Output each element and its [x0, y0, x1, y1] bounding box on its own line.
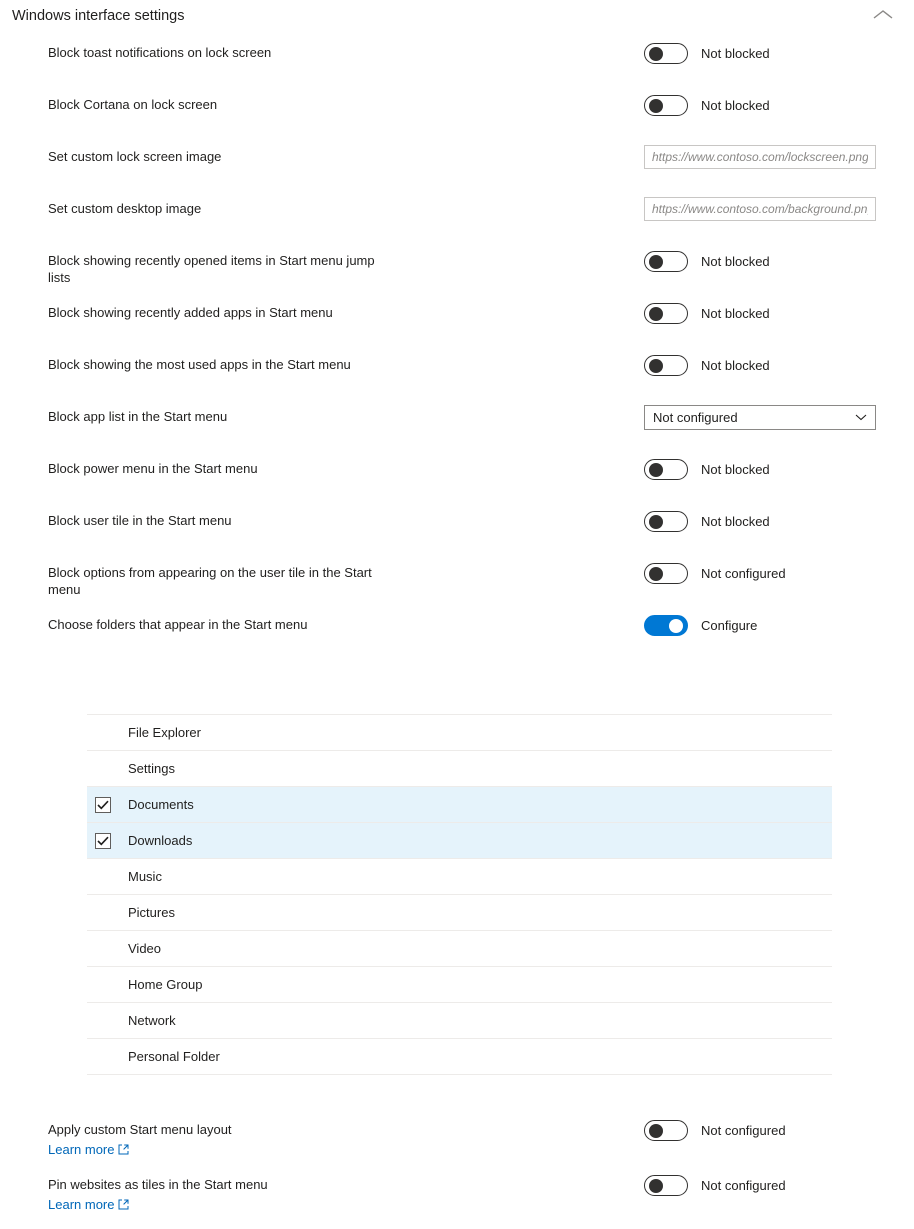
- setting-control: [644, 562, 786, 584]
- setting-row-block-user-tile: [0, 510, 914, 562]
- toggle-state-label: Not blocked: [701, 357, 770, 373]
- checkbox-downloads[interactable]: [95, 833, 111, 849]
- setting-control: [644, 406, 876, 428]
- setting-label: Choose folders that appear in the Start menu: [48, 617, 308, 632]
- setting-label-group: [48, 1119, 378, 1158]
- folder-name: Settings: [128, 761, 175, 776]
- toggle-block-most-used-apps[interactable]: [644, 355, 688, 376]
- toggle-pin-websites-as-tiles[interactable]: [644, 1175, 688, 1196]
- toggle-state-label: Not blocked: [701, 97, 770, 113]
- checkbox-file-explorer[interactable]: [95, 725, 111, 741]
- toggle-state-label: Not blocked: [701, 513, 770, 529]
- toggle-state-label: Not blocked: [701, 45, 770, 61]
- toggle-state-label: Not configured: [701, 1122, 786, 1138]
- list-item[interactable]: [87, 931, 832, 967]
- checkbox-pictures[interactable]: [95, 905, 111, 921]
- external-link-icon: [118, 1199, 129, 1210]
- setting-control: [644, 42, 770, 64]
- learn-more-label: Learn more: [48, 1197, 115, 1212]
- external-link-icon: [118, 1144, 129, 1155]
- setting-row-custom-start-menu-layout: [0, 1119, 914, 1174]
- folder-name: Documents: [128, 797, 194, 812]
- setting-row-block-user-tile-options: [0, 562, 914, 614]
- bottom-settings-rows: [0, 1119, 914, 1229]
- checkbox-network[interactable]: [95, 1013, 111, 1029]
- folder-name: File Explorer: [128, 725, 201, 740]
- toggle-state-label: Configure: [701, 617, 758, 633]
- folder-name: Personal Folder: [128, 1049, 220, 1064]
- toggle-state-label: Not blocked: [701, 461, 770, 477]
- desktop-image-input[interactable]: [644, 197, 876, 221]
- setting-label: Block showing the most used apps in the Start menu: [48, 357, 351, 372]
- checkbox-video[interactable]: [95, 941, 111, 957]
- setting-label: Block user tile in the Start menu: [48, 513, 232, 528]
- chevron-down-icon: [855, 413, 867, 421]
- setting-label: Block toast notifications on lock screen: [48, 45, 272, 60]
- lock-screen-image-input[interactable]: [644, 145, 876, 169]
- setting-row-custom-desktop-image: [0, 198, 914, 250]
- settings-rows: [0, 42, 914, 666]
- setting-control: [644, 354, 770, 376]
- setting-label-group: [48, 1174, 378, 1213]
- checkmark-icon: [97, 836, 109, 846]
- list-item[interactable]: [87, 751, 832, 787]
- setting-row-block-most-used-apps: [0, 354, 914, 406]
- setting-label: Block showing recently opened items in Start menu jump lists: [48, 253, 375, 285]
- toggle-block-cortana[interactable]: [644, 95, 688, 116]
- list-item[interactable]: [87, 1039, 832, 1075]
- setting-control: [644, 250, 770, 272]
- toggle-block-recently-opened-items[interactable]: [644, 251, 688, 272]
- dropdown-block-app-list[interactable]: [644, 405, 876, 430]
- setting-control: [644, 614, 757, 636]
- checkbox-home-group[interactable]: [95, 977, 111, 993]
- dropdown-selected-value: Not configured: [653, 409, 738, 425]
- setting-label: Block power menu in the Start menu: [48, 461, 258, 476]
- setting-control: [644, 94, 770, 116]
- list-item[interactable]: [87, 823, 832, 859]
- list-item[interactable]: [87, 1003, 832, 1039]
- setting-label: Block options from appearing on the user tile in the Start menu: [48, 565, 372, 597]
- setting-control: [644, 302, 770, 324]
- list-item[interactable]: [87, 787, 832, 823]
- setting-control: [644, 1174, 786, 1196]
- list-item[interactable]: [87, 859, 832, 895]
- setting-row-custom-lock-screen-image: [0, 146, 914, 198]
- folder-name: Home Group: [128, 977, 203, 992]
- toggle-choose-start-menu-folders[interactable]: [644, 615, 688, 636]
- toggle-custom-start-menu-layout[interactable]: [644, 1120, 688, 1141]
- learn-more-link-start-menu-layout[interactable]: [48, 1141, 378, 1158]
- folder-name: Video: [128, 941, 162, 956]
- chevron-up-icon[interactable]: [870, 4, 896, 26]
- checkbox-documents[interactable]: [95, 797, 111, 813]
- list-item[interactable]: [87, 895, 832, 931]
- list-item[interactable]: [87, 967, 832, 1003]
- toggle-state-label: Not blocked: [701, 305, 770, 321]
- toggle-block-user-tile[interactable]: [644, 511, 688, 532]
- start-menu-folder-list: [87, 714, 832, 1075]
- toggle-state-label: Not blocked: [701, 253, 770, 269]
- setting-row-block-recently-added-apps: [0, 302, 914, 354]
- section-header: [0, 0, 914, 32]
- learn-more-label: Learn more: [48, 1142, 115, 1157]
- checkbox-music[interactable]: [95, 869, 111, 885]
- setting-row-block-power-menu: [0, 458, 914, 510]
- checkbox-personal-folder[interactable]: [95, 1049, 111, 1065]
- toggle-state-label: Not configured: [701, 1177, 786, 1193]
- page-title: Windows interface settings: [12, 8, 185, 24]
- setting-control: [644, 1119, 786, 1141]
- learn-more-link-pin-websites[interactable]: [48, 1196, 378, 1213]
- toggle-state-label: Not configured: [701, 565, 786, 581]
- setting-control: [644, 146, 876, 168]
- setting-row-block-cortana: [0, 94, 914, 146]
- setting-label: Apply custom Start menu layout: [48, 1122, 232, 1137]
- list-item[interactable]: [87, 715, 832, 751]
- toggle-block-toast-notifications[interactable]: [644, 43, 688, 64]
- checkbox-settings[interactable]: [95, 761, 111, 777]
- folder-name: Music: [128, 869, 162, 884]
- setting-label: Block app list in the Start menu: [48, 409, 228, 424]
- setting-row-block-app-list: [0, 406, 914, 458]
- setting-row-choose-start-menu-folders: [0, 614, 914, 666]
- setting-label: Set custom lock screen image: [48, 149, 222, 164]
- setting-row-block-toast-notifications: [0, 42, 914, 94]
- setting-label: Block Cortana on lock screen: [48, 97, 218, 112]
- toggle-block-power-menu[interactable]: [644, 459, 688, 480]
- folder-name: Network: [128, 1013, 176, 1028]
- setting-label: Block showing recently added apps in Start menu: [48, 305, 333, 320]
- folder-name: Downloads: [128, 833, 193, 848]
- toggle-block-user-tile-options[interactable]: [644, 563, 688, 584]
- setting-row-pin-websites-as-tiles: [0, 1174, 914, 1229]
- setting-control: [644, 510, 770, 532]
- setting-control: [644, 198, 876, 220]
- folder-name: Pictures: [128, 905, 175, 920]
- setting-row-block-recently-opened-items: [0, 250, 914, 302]
- checkmark-icon: [97, 800, 109, 810]
- setting-control: [644, 458, 770, 480]
- toggle-block-recently-added-apps[interactable]: [644, 303, 688, 324]
- setting-label: Set custom desktop image: [48, 201, 202, 216]
- setting-label: Pin websites as tiles in the Start menu: [48, 1177, 268, 1192]
